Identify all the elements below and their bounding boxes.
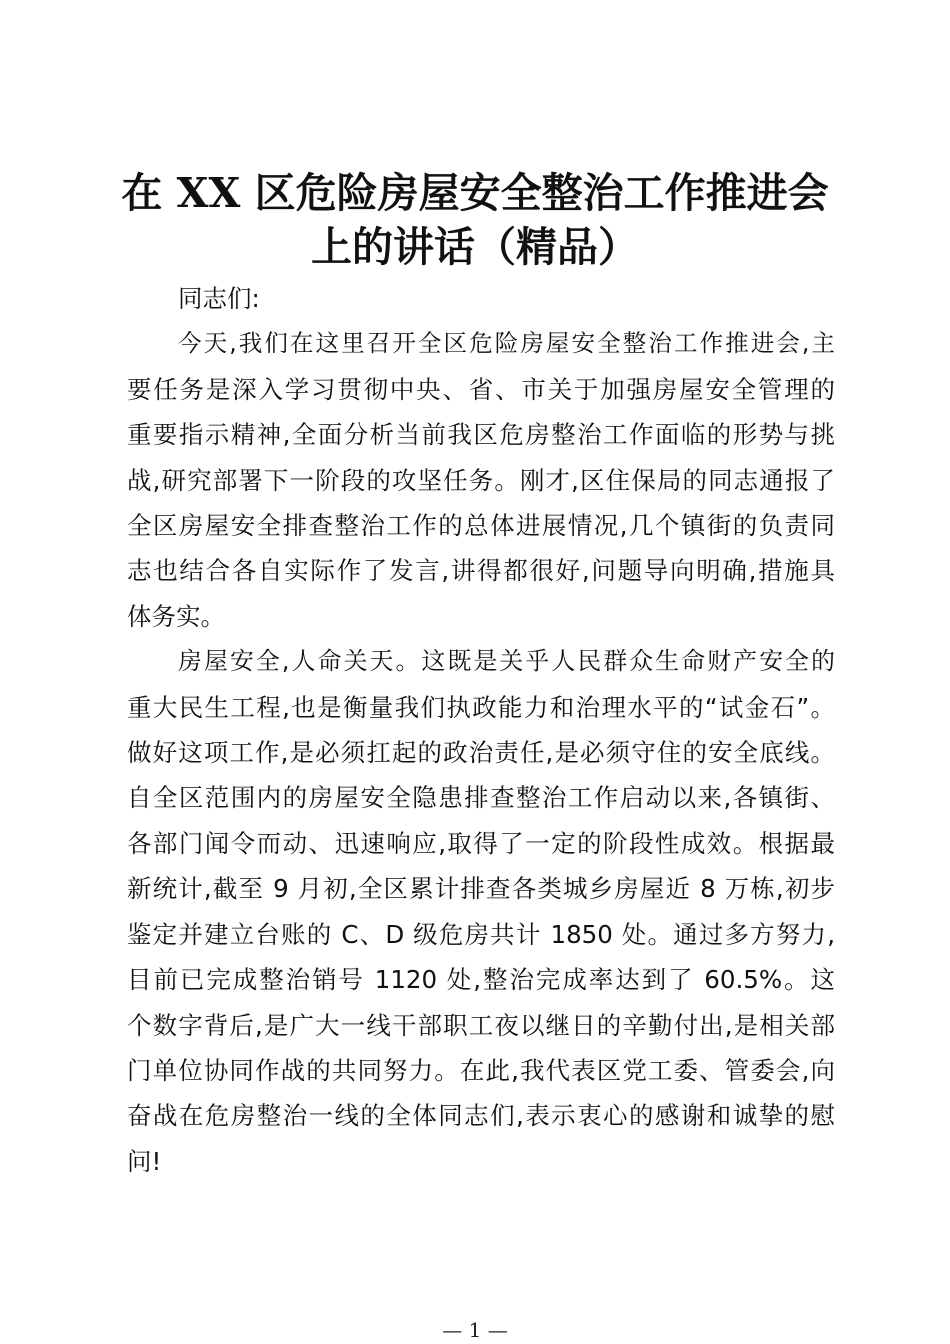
- paragraph-line: 鉴定并建立台账的 C、D 级危房共计 1850 处。通过多方努力,: [127, 919, 835, 949]
- paragraph-line: 战,研究部署下一阶段的攻坚任务。刚才,区住保局的同志通报了: [127, 465, 835, 495]
- greeting: 同志们:: [178, 284, 260, 313]
- paragraph-line: 要任务是深入学习贯彻中央、省、市关于加强房屋安全管理的: [127, 374, 835, 404]
- paragraph-line: 志也结合各自实际作了发言,讲得都很好,问题导向明确,措施具: [127, 556, 835, 586]
- paragraph-line: 自全区范围内的房屋安全隐患排查整治工作启动以来,各镇街、: [127, 783, 835, 813]
- title-line-2: 上的讲话（精品）: [311, 223, 639, 271]
- paragraph-line: 体务实。: [127, 601, 225, 631]
- paragraph-line: 做好这项工作,是必须扛起的政治责任,是必须守住的安全底线。: [127, 738, 835, 768]
- paragraph-line: 重要指示精神,全面分析当前我区危房整治工作面临的形势与挑: [127, 420, 835, 450]
- paragraph-line: 各部门闻令而动、迅速响应,取得了一定的阶段性成效。根据最: [127, 828, 835, 858]
- page-number: — 1 —: [442, 1318, 508, 1342]
- paragraph-line: 房屋安全,人命关天。这既是关乎人民群众生命财产安全的: [178, 647, 835, 676]
- paragraph-line: 门单位协同作战的共同努力。在此,我代表区党工委、管委会,向: [127, 1055, 835, 1085]
- paragraph-line: 全区房屋安全排查整治工作的总体进展情况,几个镇街的负责同: [127, 511, 835, 541]
- paragraph-line: 问!: [127, 1146, 162, 1176]
- paragraph-line: 今天,我们在这里召开全区危险房屋安全整治工作推进会,主: [178, 329, 835, 358]
- document-title: [110, 166, 840, 274]
- paragraph-1: [127, 321, 835, 639]
- paragraph-line: 目前已完成整治销号 1120 处,整治完成率达到了 60.5%。这: [127, 965, 835, 995]
- paragraph-line: 奋战在危房整治一线的全体同志们,表示衷心的感谢和诚挚的慰: [127, 1101, 835, 1131]
- paragraph-2: [127, 639, 835, 1184]
- paragraph-line: 个数字背后,是广大一线干部职工夜以继日的辛勤付出,是相关部: [127, 1010, 835, 1040]
- document-body: [127, 276, 835, 1184]
- paragraph-line: 新统计,截至 9 月初,全区累计排查各类城乡房屋近 8 万栋,初步: [127, 874, 835, 904]
- title-line-1: 在 XX 区危险房屋安全整治工作推进会: [121, 169, 829, 217]
- paragraph-line: 重大民生工程,也是衡量我们执政能力和治理水平的“试金石”。: [127, 692, 835, 722]
